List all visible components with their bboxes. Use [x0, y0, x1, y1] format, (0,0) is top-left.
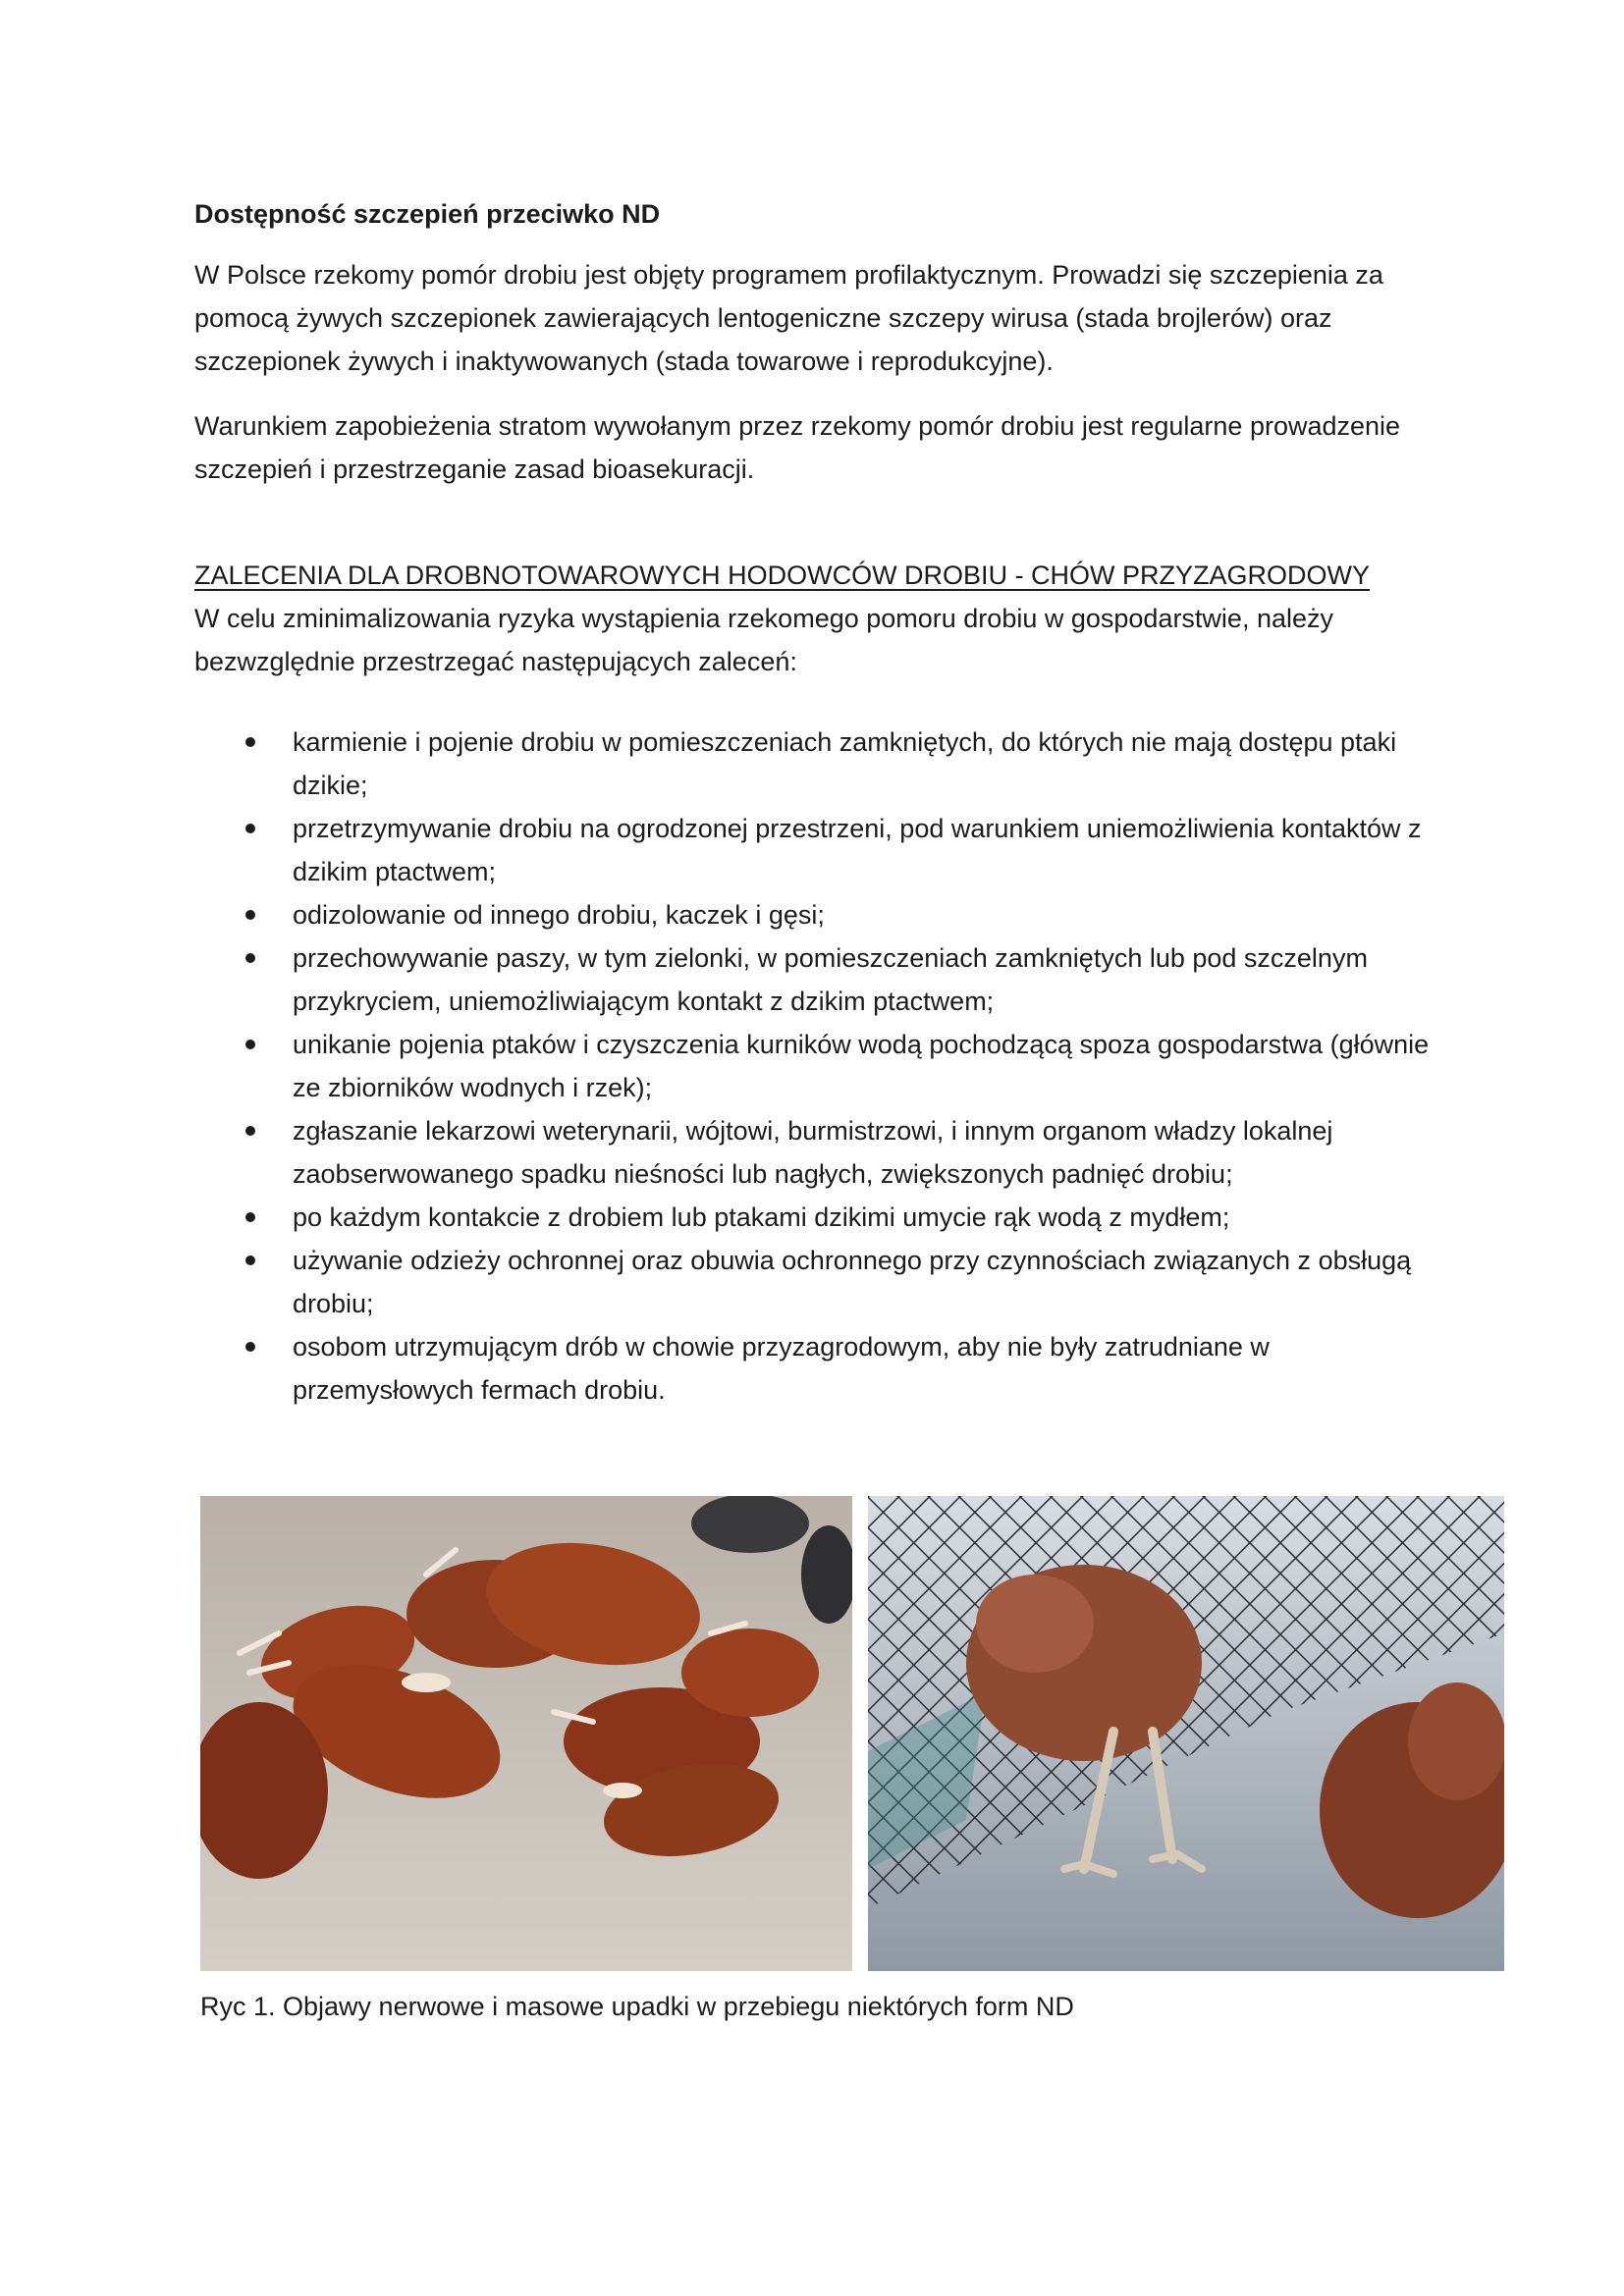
photo-sick-hen: [868, 1496, 1504, 1971]
recommendations-list: [245, 721, 1443, 1412]
recommendations-title: ZALECENIA DLA DROBNOTOWAROWYCH HODOWCÓW DROBIU - CHÓW PRZYZAGRODOWY: [194, 561, 1371, 590]
photo-dead-hens-illustration: [200, 1496, 852, 1971]
photo-dead-hens: [200, 1496, 852, 1971]
list-item: odizolowanie od innego drobiu, kaczek i gęsi;: [245, 893, 1443, 936]
list-item: karmienie i pojenie drobiu w pomieszczeniach zamkniętych, do których nie mają dostępu ptaki dzikie;: [245, 721, 1443, 807]
list-item: unikanie pojenia ptaków i czyszczenia kurników wodą pochodzącą spoza gospodarstwa (głównie ze zbiorników wodnych i rzek);: [245, 1023, 1443, 1109]
list-item: przetrzymywanie drobiu na ogrodzonej przestrzeni, pod warunkiem uniemożliwienia kontaktów z dzikim ptactwem;: [245, 807, 1443, 893]
paragraph-loss-prevention: Warunkiem zapobieżenia stratom wywołanym przez rzekomy pomór drobiu jest regularne prowadzenie szczepień i przestrzeganie zasad bioasekuracji.: [194, 411, 1401, 484]
list-item: używanie odzieży ochronnej oraz obuwia ochronnego przy czynnościach związanych z obsługą drobiu;: [245, 1239, 1443, 1325]
list-item: przechowywanie paszy, w tym zielonki, w pomieszczeniach zamkniętych lub pod szczelnym przykryciem, uniemożliwiającym kontakt z dzikim ptactwem;: [245, 936, 1443, 1023]
list-item: zgłaszanie lekarzowi weterynarii, wójtowi, burmistrzowi, i innym organom władzy lokalnej zaobserwowanego spadku nieśności lub nagłych, zwiększonych padnięć drobiu;: [245, 1109, 1443, 1196]
figure-caption: Ryc 1. Objawy nerwowe i masowe upadki w przebiegu niektórych form ND: [200, 1992, 1074, 2021]
list-item: po każdym kontakcie z drobiem lub ptakami dzikimi umycie rąk wodą z mydłem;: [245, 1196, 1443, 1239]
section-heading: Dostępność szczepień przeciwko ND: [194, 199, 661, 229]
paragraph-vaccination-program: W Polsce rzekomy pomór drobiu jest objęty programem profilaktycznym. Prowadzi się szczepienia za pomocą żywych szczepionek zawierających lentogeniczne szczepy wirusa (stada brojlerów) oraz szczepionek żywych i inaktywowanych (stada towarowe i reprodukcyjne).: [194, 260, 1383, 376]
list-item: osobom utrzymującym drób w chowie przyzagrodowym, aby nie były zatrudniane w przemysłowych fermach drobiu.: [245, 1325, 1443, 1412]
recommendations-intro: W celu zminimalizowania ryzyka wystąpienia rzekomego pomoru drobiu w gospodarstwie, należy bezwzględnie przestrzegać następujących zaleceń:: [194, 604, 1333, 676]
photo-sick-hen-illustration: [868, 1496, 1504, 1971]
